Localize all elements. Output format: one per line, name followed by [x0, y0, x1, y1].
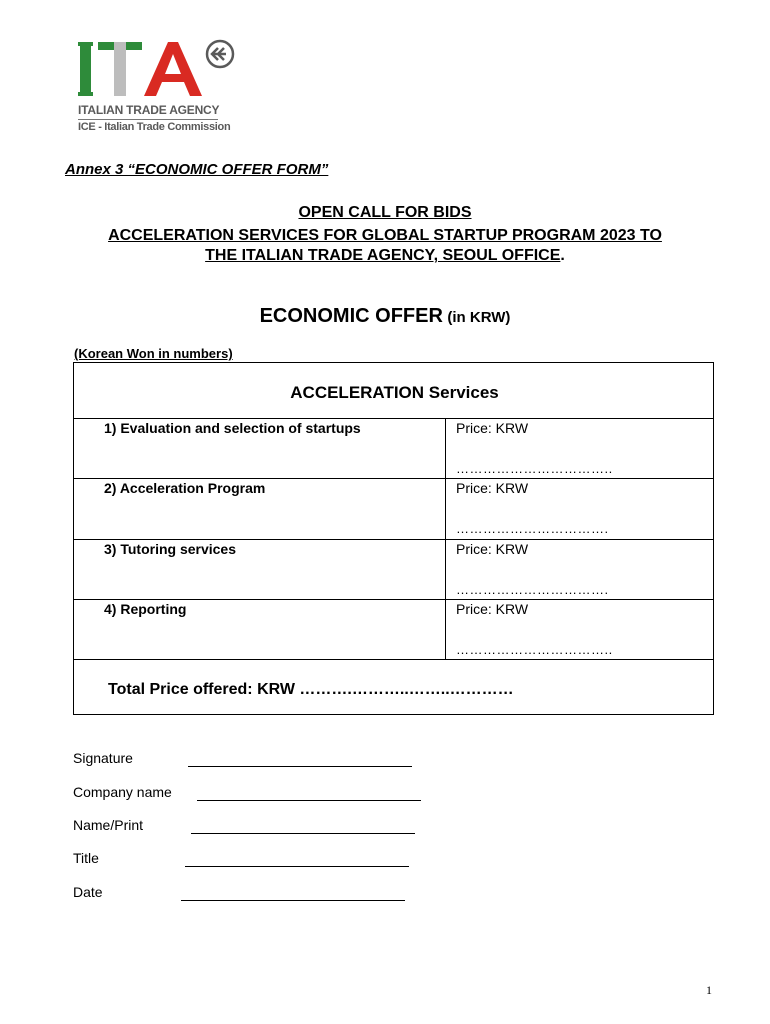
total-price-field[interactable]: Total Price offered: KRW ……….………..……..…………: [108, 681, 514, 698]
logo-commission-name: ICE - Italian Trade Commission: [78, 121, 231, 133]
table-divider: [74, 659, 713, 660]
price-blank-field[interactable]: …………………………….: [456, 582, 609, 597]
arrow-emblem-icon: [207, 41, 233, 67]
call-title-line-1: OPEN CALL FOR BIDS: [298, 204, 472, 221]
call-title-period: .: [560, 247, 565, 264]
title-line[interactable]: [185, 866, 409, 867]
logo-agency-name: ITALIAN TRADE AGENCY: [78, 103, 220, 117]
name-print-line[interactable]: [191, 833, 415, 834]
price-label: Price: KRW: [456, 601, 529, 617]
date-label: Date: [73, 884, 103, 900]
services-table-header: ACCELERATION Services: [290, 383, 499, 402]
table-column-divider: [445, 418, 446, 659]
logo-divider: [78, 119, 218, 120]
table-divider: [74, 539, 713, 540]
table-divider: [74, 478, 713, 479]
call-title-line-3-text: THE ITALIAN TRADE AGENCY, SEOUL OFFICE: [205, 247, 561, 264]
company-name-line[interactable]: [197, 800, 421, 801]
annex-title: Annex 3 “ECONOMIC OFFER FORM”: [65, 161, 329, 178]
table-divider: [74, 599, 713, 600]
price-blank-field[interactable]: …………………………….: [456, 521, 609, 536]
company-name-label: Company name: [73, 784, 172, 800]
date-line[interactable]: [181, 900, 405, 901]
call-title-line-3: [0, 247, 770, 265]
economic-offer-title: ECONOMIC OFFER: [259, 305, 443, 327]
service-label-acceleration: 2) Acceleration Program: [104, 480, 266, 496]
price-blank-field[interactable]: ……………………………..: [456, 461, 613, 476]
economic-offer-heading: [0, 305, 770, 328]
economic-offer-unit: (in KRW): [447, 309, 511, 326]
price-blank-field[interactable]: ……………………………..: [456, 642, 613, 657]
price-label: Price: KRW: [456, 420, 529, 436]
price-label: Price: KRW: [456, 541, 529, 557]
title-label: Title: [73, 850, 99, 866]
service-label-tutoring: 3) Tutoring services: [104, 541, 237, 557]
signature-label: Signature: [73, 750, 133, 766]
service-label-reporting: 4) Reporting: [104, 601, 187, 617]
signature-line[interactable]: [188, 766, 412, 767]
name-print-label: Name/Print: [73, 817, 144, 833]
services-table: [73, 362, 714, 715]
currency-note: (Korean Won in numbers): [74, 346, 233, 361]
page-number: 1: [706, 983, 712, 997]
call-title-line-2: ACCELERATION SERVICES FOR GLOBAL STARTUP PROGRAM 2023 TO: [108, 227, 662, 244]
table-divider: [74, 418, 713, 419]
service-label-evaluation: 1) Evaluation and selection of startups: [104, 420, 361, 436]
price-label: Price: KRW: [456, 480, 529, 496]
